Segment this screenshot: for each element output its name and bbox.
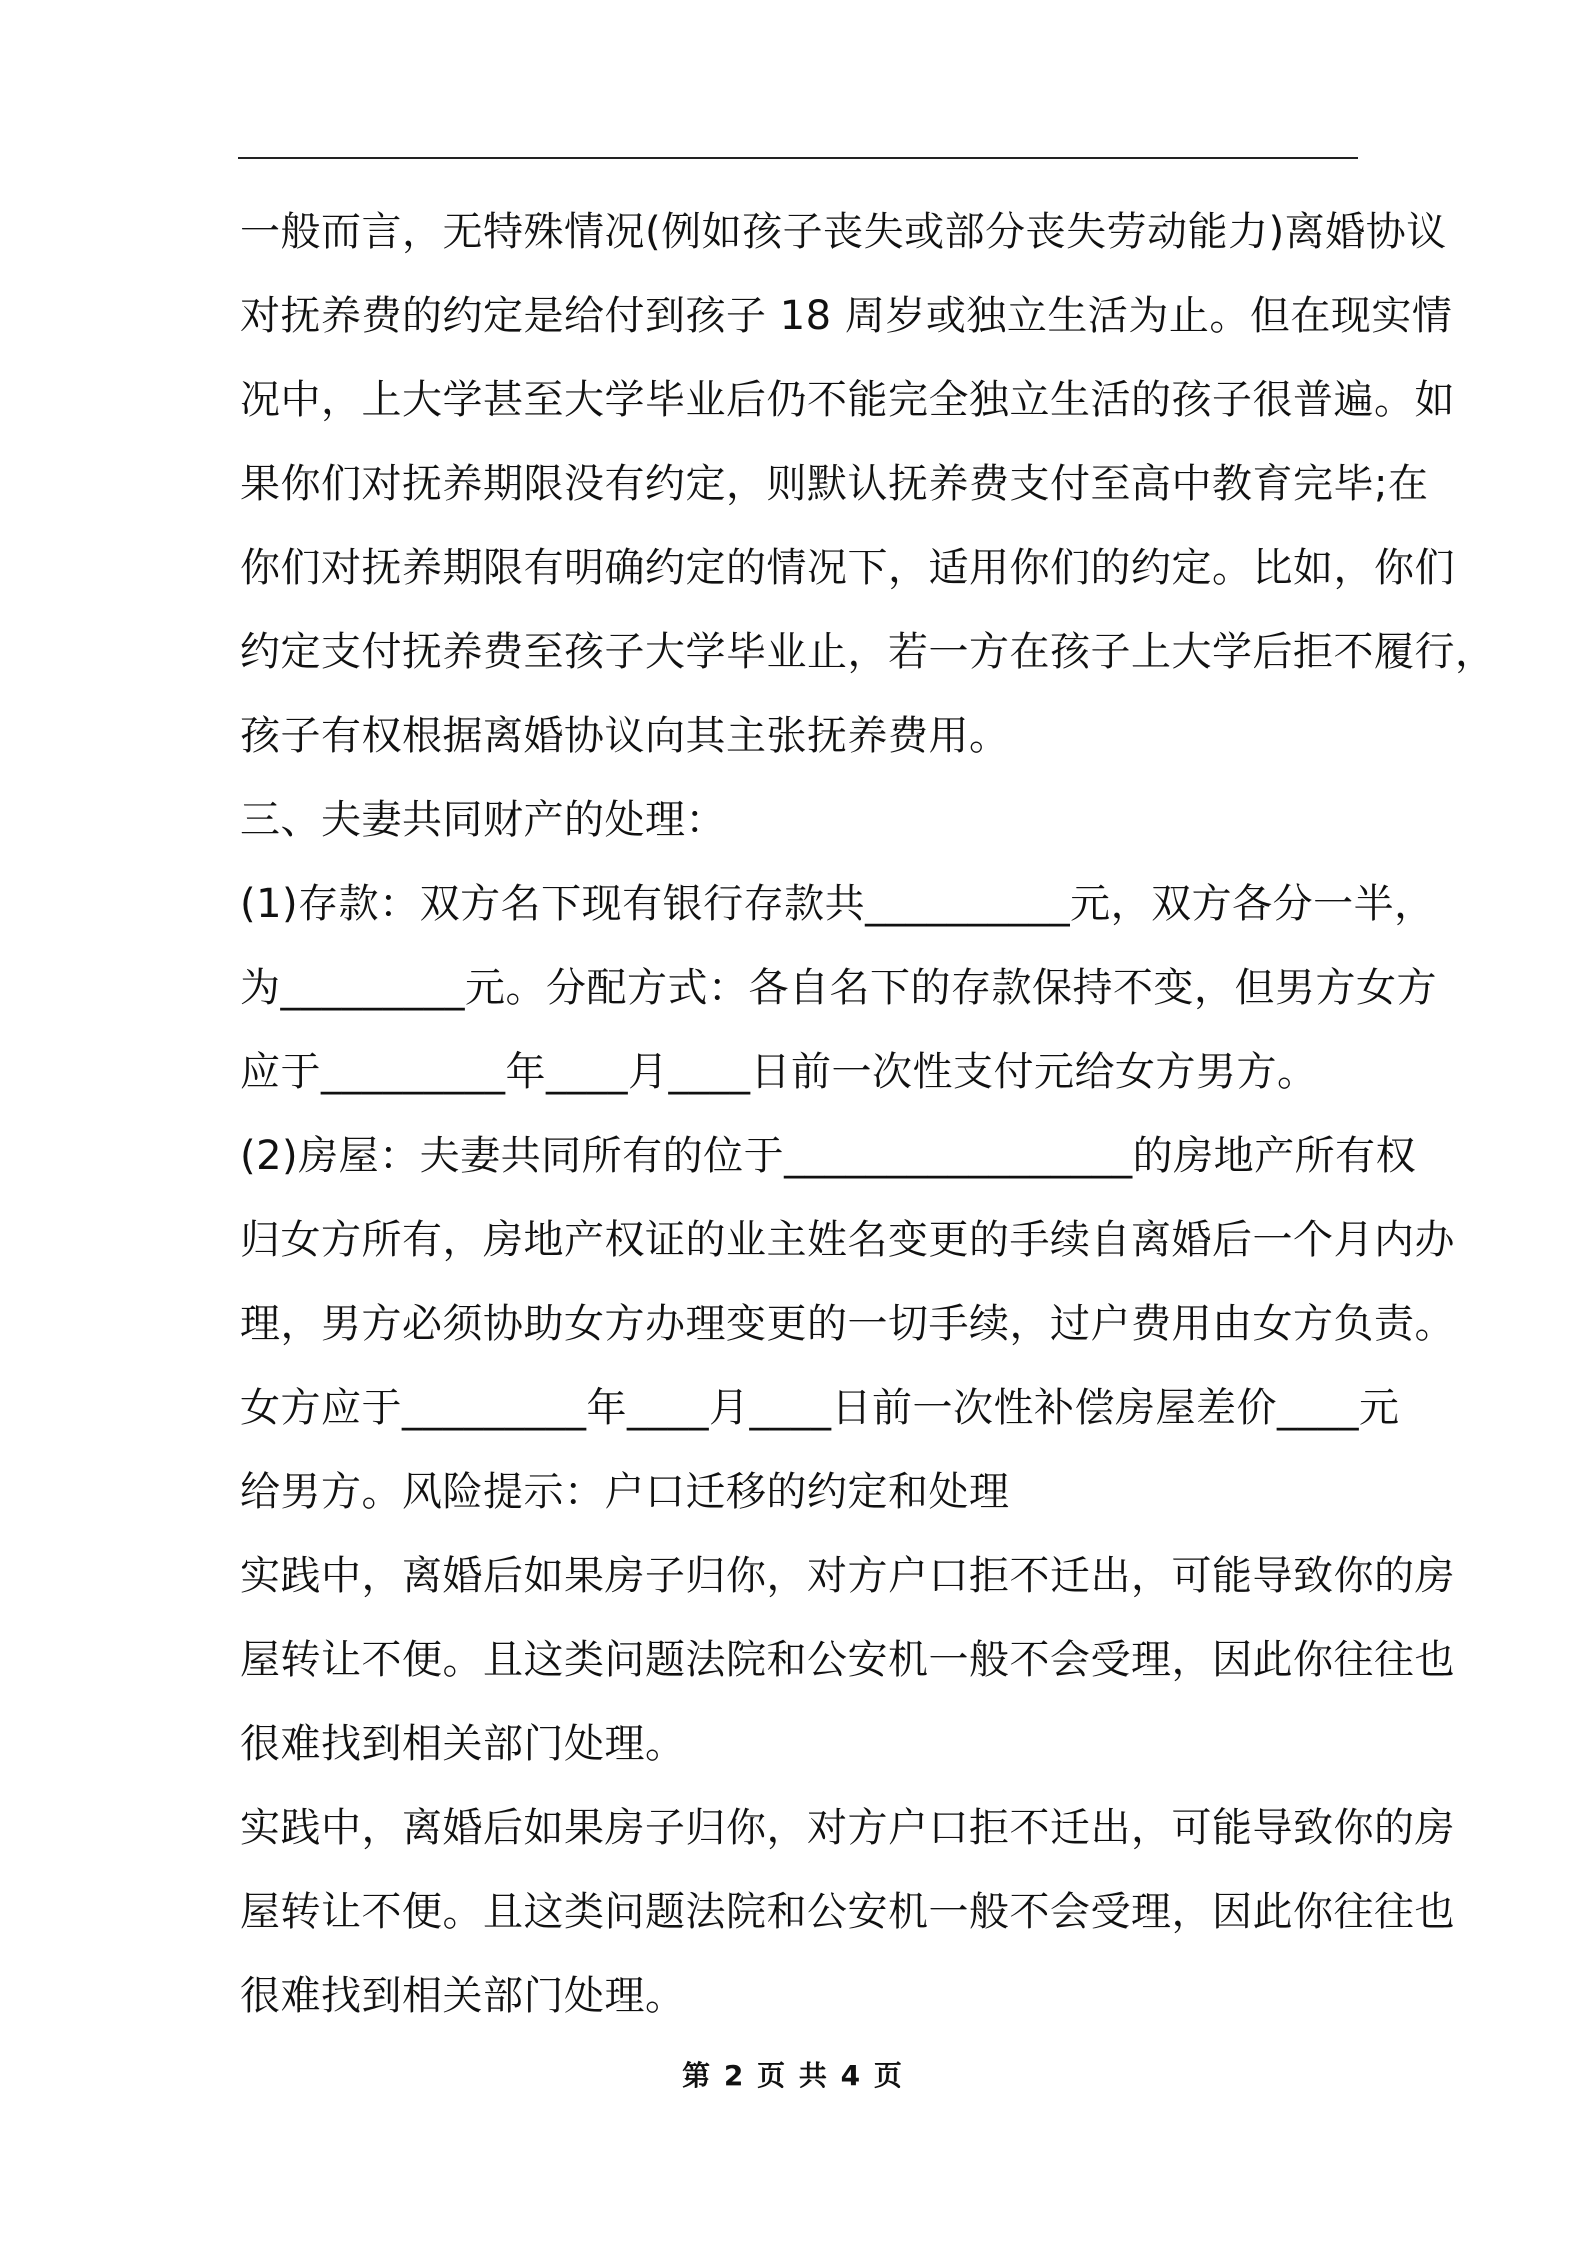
text-line: 屋转让不便。且这类问题法院和公安机一般不会受理，因此你往往也 (240, 1637, 1455, 1683)
text-line: 给男方。风险提示：户口迁移的约定和处理 (240, 1469, 1010, 1515)
text-line: 实践中，离婚后如果房子归你，对方户口拒不迁出，可能导致你的房 (240, 1553, 1455, 1599)
text-line: (1)存款：双方名下现有银行存款共__________元，双方各分一半， (240, 881, 1435, 927)
text-line: 实践中，离婚后如果房子归你，对方户口拒不迁出，可能导致你的房 (240, 1805, 1455, 1851)
text-line: 对抚养费的约定是给付到孩子 18 周岁或独立生活为止。但在现实情 (240, 293, 1453, 339)
header-divider (238, 157, 1358, 159)
text-line: 一般而言，无特殊情况(例如孩子丧失或部分丧失劳动能力)离婚协议 (240, 209, 1447, 255)
text-line: 应于_________年____月____日前一次性支付元给女方男方。 (240, 1049, 1318, 1095)
text-line: 理，男方必须协助女方办理变更的一切手续，过户费用由女方负责。 (240, 1301, 1455, 1347)
text-line: 约定支付抚养费至孩子大学毕业止，若一方在孩子上大学后拒不履行， (240, 629, 1496, 675)
text-line: 况中，上大学甚至大学毕业后仍不能完全独立生活的孩子很普遍。如 (240, 377, 1455, 423)
text-line: 很难找到相关部门处理。 (240, 1973, 686, 2019)
text-line: 你们对抚养期限有明确约定的情况下，适用你们的约定。比如，你们 (240, 545, 1455, 591)
section-heading: 三、夫妻共同财产的处理： (240, 797, 726, 843)
text-line: (2)房屋：夫妻共同所有的位于_________________的房地产所有权 (240, 1133, 1417, 1179)
text-line: 孩子有权根据离婚协议向其主张抚养费用。 (240, 713, 1010, 759)
text-line: 很难找到相关部门处理。 (240, 1721, 686, 1767)
text-line: 归女方所有，房地产权证的业主姓名变更的手续自离婚后一个月内办 (240, 1217, 1455, 1263)
text-line: 屋转让不便。且这类问题法院和公安机一般不会受理，因此你往往也 (240, 1889, 1455, 1935)
text-line: 为_________元。分配方式：各自名下的存款保持不变，但男方女方 (240, 965, 1437, 1011)
body-text (240, 190, 1496, 2038)
text-line: 女方应于_________年____月____日前一次性补偿房屋差价____元 (240, 1385, 1400, 1431)
text-line: 果你们对抚养期限没有约定，则默认抚养费支付至高中教育完毕;在 (240, 461, 1429, 507)
page-number-footer: 第 2 页 共 4 页 (682, 2059, 904, 2092)
